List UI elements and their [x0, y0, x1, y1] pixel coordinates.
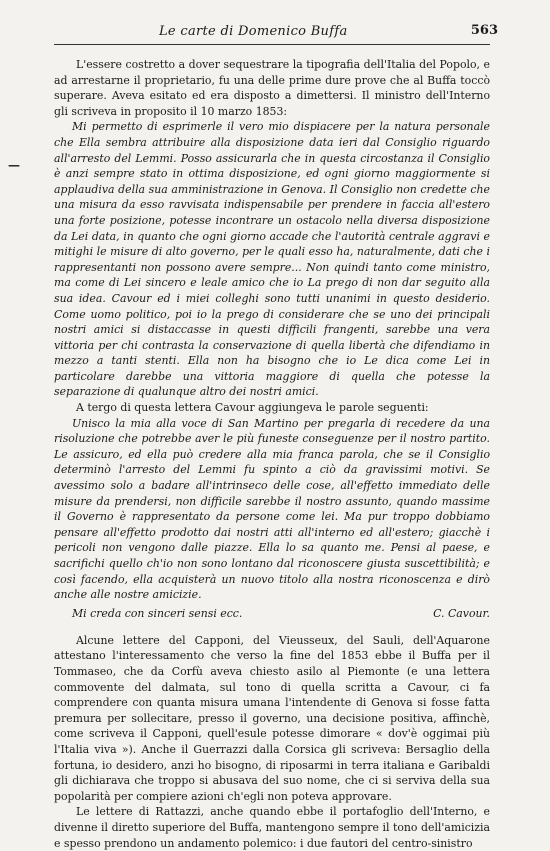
- signature: C. Cavour.: [433, 606, 490, 620]
- paragraph-rattazzi: Le lettere di Rattazzi, anche quando ebbe il portafoglio dell'Interno, e divenne il diretto superiore del Buffa, mantengono sempre il tono dell'amicizia e spesso prendono un andamento polemico: i due fautori del centro-sinistro: [54, 805, 490, 850]
- running-title: Le carte di Domenico Buffa: [159, 24, 348, 39]
- paragraph-intro: L'essere costretto a dover sequestrare la tipografia dell'Italia del Popolo, e ad arrestarne il proprietario, fu una delle prime dure prove che al Buffa toccò superare. Aveva esitato ed era disposto a dimettersi. Il ministro dell'Interno gli scriveva in proposito il 10 marzo 1853:: [54, 58, 490, 118]
- paragraph-cavour-intro: A tergo di questa lettera Cavour aggiungeva le parole seguenti:: [76, 401, 429, 415]
- letter-signoff: [54, 607, 490, 623]
- quoted-letter-ministro: Mi permetto di esprimerle il vero mio dispiacere per la natura personale che Ella sembra attribuire alla disposizione data ieri dal Consiglio riguardo all'arresto del Lemmi. Posso assicurarla che in questa circostanza il Consiglio è anzi sempre stato in ottima disposizione, ed ogni giorno maggiormente si applaudiva della sua amministrazione in Genova. Il Consiglio non credette che una misura da esso ravvisata indispensabile per prendere in faccia all'estero una forte posizione, potesse incontrare un ostacolo nella diversa disposizione da Lei data, in quanto che ogni giorno accade che l'autorità centrale aggravi e mitighi le misure di alto governo, per le quali esso ha, naturalmente, dati che i rappresentanti non possono avere sempre... Non quindi tanto come ministro, ma come di Lei sincero e leale amico che io La prego di non dar seguito alla sua idea. Cavour ed i miei colleghi sono tutti unanimi in questo desiderio. Come uomo politico, poi io la prego di considerare che se uno dei principali nostri amici si distaccasse in questi difficili frangenti, sarebbe una vera vittoria per chi contrasta la conservazione di quella libertà che difendiamo in mezzo a tanti stenti. Ella non ha bisogno che io Le dica come Lei in particolare darebbe una vittoria maggiore di quella che potesse la separazione di qualunque altro dei nostri amici.: [54, 120, 490, 399]
- closing-line: Mi creda con sinceri sensi ecc.: [72, 606, 243, 620]
- margin-mark: —: [8, 158, 20, 172]
- page-header: [54, 22, 498, 45]
- quoted-letter-cavour: Unisco la mia alla voce di San Martino per pregarla di recedere da una risoluzione che potrebbe aver le più funeste conseguenze per il nostro partito. Le assicuro, ed ella può credere alla mia franca parola, che se il Consiglio determinò l'arresto del Lemmi fu spinto a ciò da gravissimi motivi. Se avessimo solo a badare all'intrinseco delle cose, all'effetto immediato delle misure da prendersi, non difficile sarebbe il nostro assunto, quando massime il Governo è rappresentato da persone come lei. Ma pur troppo dobbiamo pensare all'effetto prodotto dai nostri atti all'interno ed all'estero; giacchè i pericoli non vengono dalle piazze. Ella lo sa quanto me. Pensi al paese, e sacrifichi quello ch'io non sono lontano dal riconoscere giusta suscettibilità; e così facendo, ella acquisterà un nuovo titolo alla nostra riconoscenza e dirò anche alle nostre amicizie.: [54, 416, 490, 602]
- page-number: 563: [470, 23, 498, 38]
- paragraph-capponi: Alcune lettere del Capponi, del Vieusseux, del Sauli, dell'Aquarone attestano l'interessamento che verso la fine del 1853 ebbe il Buffa per il Tommaseo, che da Corfù aveva chiesto asilo al Piemonte (e una lettera commovente del dalmata, sul tono di quella scritta a Cavour, ci fa comprendere con quanta misura umana l'intendente di Genova si fosse fatta premura per sollecitare, presso il governo, una decisione positiva, affinchè, come scriveva il Capponi, quell'esule potesse dimorare « dov'è oggimai più l'Italia viva »). Anche il Guerrazzi dalla Corsica gli scriveva: Bersaglio della fortuna, io desidero, anzi ho bisogno, di riposarmi in terra italiana e Garibaldi gli dichiarava che troppo si abusava del suo nome, che ci si serviva della sua popolarità per compiere azioni ch'egli non poteva approvare.: [54, 633, 490, 803]
